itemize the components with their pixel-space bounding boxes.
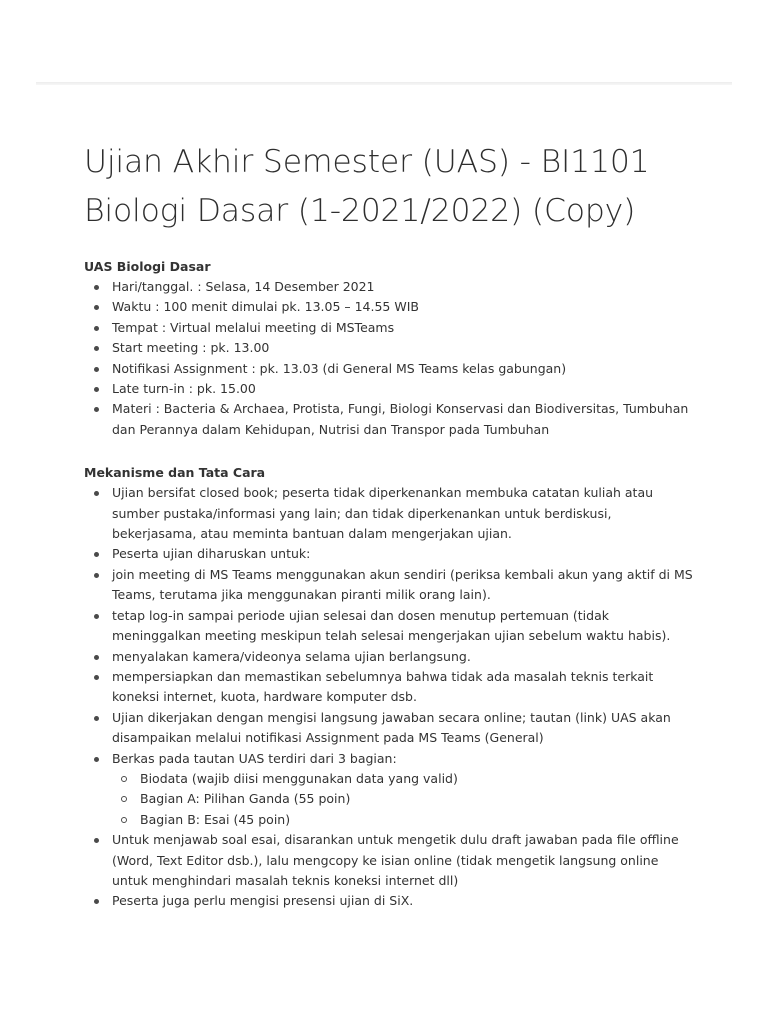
circle-bullet-icon (121, 796, 127, 802)
circle-bullet-icon (121, 776, 127, 782)
bullet-icon (94, 305, 99, 310)
list-item: Ujian bersifat closed book; peserta tidak diperkenankan membuka catatan kuliah atau sumber pustaka/informasi yang lain; dan tidak diperkenankan untuk berdiskusi, bekerjasama, atau meminta bantuan dalam mengerjakan ujian. (84, 483, 694, 544)
rules-list (84, 483, 694, 912)
list-item: Peserta juga perlu mengisi presensi ujian di SiX. (84, 891, 694, 911)
document-content (84, 138, 694, 912)
list-item: Peserta ujian diharuskan untuk: (84, 544, 694, 564)
bullet-icon (94, 367, 99, 372)
list-item: menyalakan kamera/videonya selama ujian berlangsung. (84, 647, 694, 667)
sub-list (112, 769, 694, 830)
bullet-icon (94, 387, 99, 392)
bullet-icon (94, 675, 99, 680)
bullet-icon (94, 838, 99, 843)
bullet-icon (94, 491, 99, 496)
bullet-icon (94, 346, 99, 351)
list-item: join meeting di MS Teams menggunakan akun sendiri (periksa kembali akun yang aktif di MS Teams, terutama jika menggunakan piranti milik orang lain). (84, 565, 694, 606)
list-item: Waktu : 100 menit dimulai pk. 13.05 – 14.55 WIB (84, 297, 694, 317)
bullet-icon (94, 552, 99, 557)
list-item: tetap log-in sampai periode ujian selesai dan dosen menutup pertemuan (tidak meninggalkan meeting meskipun telah selesai mengerjakan ujian sebelum waktu habis). (84, 606, 694, 647)
bullet-icon (94, 757, 99, 762)
top-divider (36, 82, 732, 85)
sub-list-item: Bagian B: Esai (45 poin) (112, 810, 694, 830)
list-item: Tempat : Virtual melalui meeting di MSTeams (84, 318, 694, 338)
page-title (84, 138, 694, 236)
bullet-icon (94, 326, 99, 331)
list-item: Ujian dikerjakan dengan mengisi langsung jawaban secara online; tautan (link) UAS akan disampaikan melalui notifikasi Assignment pada MS Teams (General) (84, 708, 694, 749)
bullet-icon (94, 573, 99, 578)
bullet-icon (94, 716, 99, 721)
bullet-icon (94, 407, 99, 412)
circle-bullet-icon (121, 817, 127, 823)
list-item: Start meeting : pk. 13.00 (84, 338, 694, 358)
exam-info-list (84, 277, 694, 440)
sub-list-item: Bagian A: Pilihan Ganda (55 poin) (112, 789, 694, 809)
list-item: mempersiapkan dan memastikan sebelumnya bahwa tidak ada masalah teknis terkait koneksi internet, kuota, hardware komputer dsb. (84, 667, 694, 708)
page-title-line-1: Ujian Akhir Semester (UAS) - BI1101 (84, 144, 650, 180)
list-item: Hari/tanggal. : Selasa, 14 Desember 2021 (84, 277, 694, 297)
page-title-line-2: Biologi Dasar (1-2021/2022) (Copy) (84, 193, 636, 229)
section-heading-mekanisme: Mekanisme dan Tata Cara (84, 465, 266, 481)
list-item: Untuk menjawab soal esai, disarankan untuk mengetik dulu draft jawaban pada file offline (Word, Text Editor dsb.), lalu mengcopy ke isian online (tidak mengetik langsung online untuk menghindari masalah teknis koneksi internet dll) (84, 830, 694, 891)
list-item: Late turn-in : pk. 15.00 (84, 379, 694, 399)
list-item: Notifikasi Assignment : pk. 13.03 (di General MS Teams kelas gabungan) (84, 359, 694, 379)
bullet-icon (94, 614, 99, 619)
list-item: Materi : Bacteria & Archaea, Protista, Fungi, Biologi Konservasi dan Biodiversitas, Tumbuhan dan Perannya dalam Kehidupan, Nutrisi dan Transpor pada Tumbuhan (84, 399, 694, 440)
section-heading-uas: UAS Biologi Dasar (84, 259, 211, 274)
sub-list-item: Biodata (wajib diisi menggunakan data yang valid) (112, 769, 694, 789)
bullet-icon (94, 899, 99, 904)
bullet-icon (94, 655, 99, 660)
bullet-icon (94, 285, 99, 290)
list-item: Berkas pada tautan UAS terdiri dari 3 bagian: Biodata (wajib diisi menggunakan data yang valid) Bagian A: Pilihan Ganda (55 poin) Bagian B: Esai (45 poin) (84, 749, 694, 831)
